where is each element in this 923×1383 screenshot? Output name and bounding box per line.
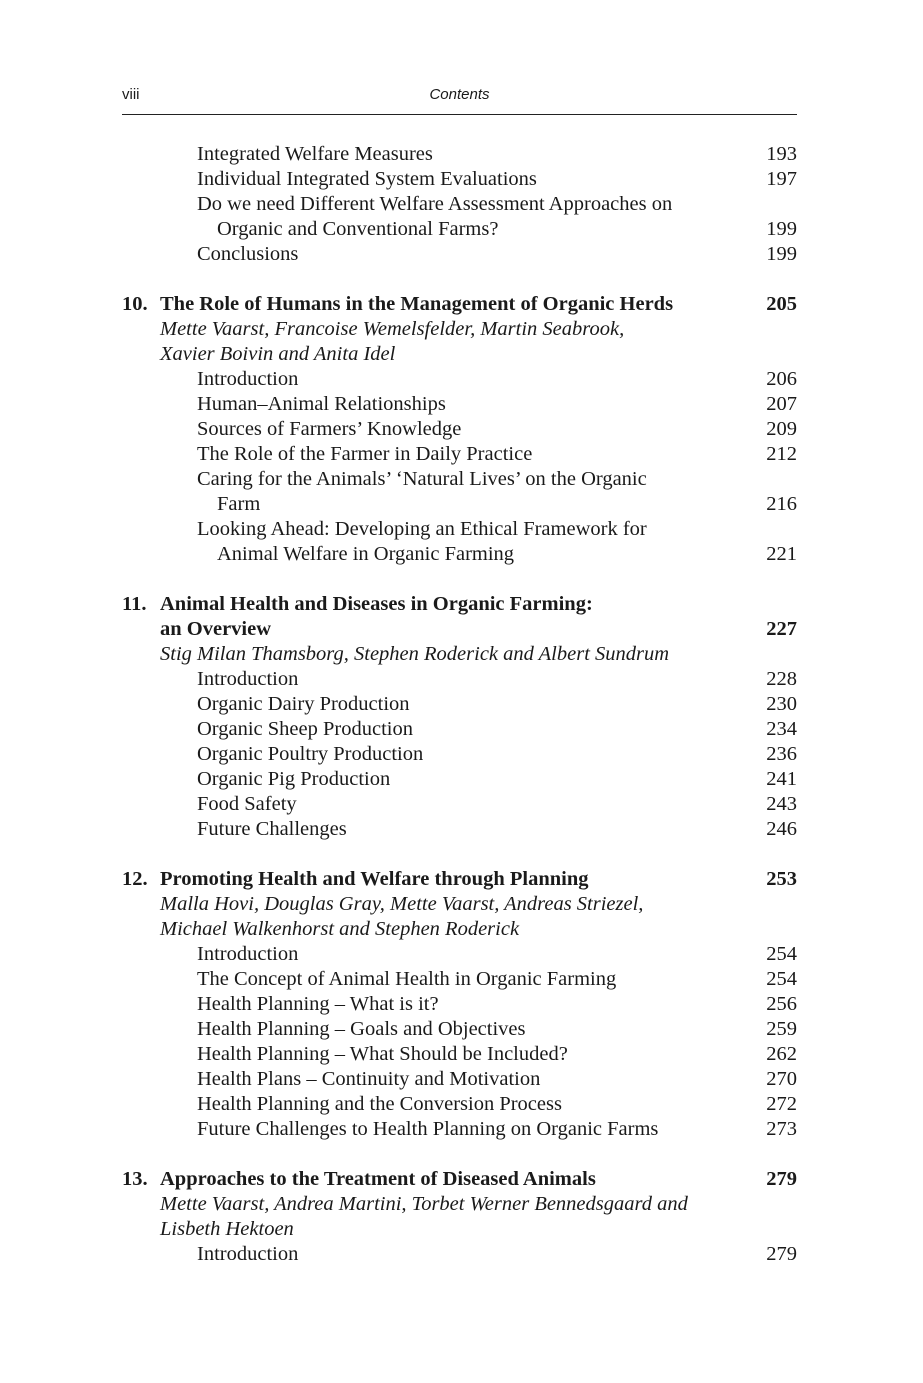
toc-section-entry[interactable] bbox=[122, 1092, 797, 1117]
section-page: 230 bbox=[766, 693, 797, 715]
section-title: Conclusions bbox=[197, 243, 299, 265]
section-page: 270 bbox=[766, 1068, 797, 1090]
section-title: The Concept of Animal Health in Organic Farming bbox=[197, 968, 617, 990]
toc-section-entry[interactable] bbox=[122, 1042, 797, 1067]
toc-section-entry[interactable] bbox=[122, 392, 797, 417]
section-page: 216 bbox=[766, 493, 797, 515]
author-line: Stig Milan Thamsborg, Stephen Roderick and Albert Sundrum bbox=[160, 643, 670, 665]
chapter-number: 10. bbox=[122, 293, 148, 315]
section-title: Organic Dairy Production bbox=[197, 693, 410, 715]
section-page: 272 bbox=[766, 1093, 797, 1115]
section-title: Health Planning – What Should be Included? bbox=[197, 1043, 568, 1065]
author-line: Xavier Boivin and Anita Idel bbox=[160, 343, 396, 365]
running-head: Contents bbox=[429, 86, 490, 103]
chapter-authors bbox=[122, 917, 797, 942]
section-page: 207 bbox=[766, 393, 797, 415]
toc-section-entry[interactable] bbox=[122, 367, 797, 392]
toc-section-entry[interactable] bbox=[122, 442, 797, 467]
toc-section-entry[interactable] bbox=[122, 717, 797, 742]
chapter-authors bbox=[122, 642, 797, 667]
chapter-number: 12. bbox=[122, 868, 148, 890]
section-page: 197 bbox=[766, 168, 797, 190]
section-page: 228 bbox=[766, 668, 797, 690]
section-page: 254 bbox=[766, 968, 797, 990]
chapter-number: 13. bbox=[122, 1168, 148, 1190]
section-page: 199 bbox=[766, 243, 797, 265]
section-page: 209 bbox=[766, 418, 797, 440]
section-title: Organic Sheep Production bbox=[197, 718, 413, 740]
chapter-title: Approaches to the Treatment of Diseased Animals bbox=[160, 1168, 596, 1190]
toc-section-entry[interactable] bbox=[122, 792, 797, 817]
section-title: Do we need Different Welfare Assessment Approaches on bbox=[197, 193, 673, 215]
section-title: Food Safety bbox=[197, 793, 297, 815]
toc-section-entry[interactable] bbox=[122, 417, 797, 442]
chapter-page: 279 bbox=[766, 1168, 797, 1190]
toc-section-entry-continued[interactable] bbox=[122, 217, 797, 242]
toc-section-entry-continued[interactable] bbox=[122, 492, 797, 517]
section-page: 199 bbox=[766, 218, 797, 240]
toc-section-entry[interactable] bbox=[122, 1017, 797, 1042]
section-page: 262 bbox=[766, 1043, 797, 1065]
section-title-continued: Farm bbox=[217, 493, 261, 515]
section-title: Individual Integrated System Evaluations bbox=[197, 168, 537, 190]
section-page: 234 bbox=[766, 718, 797, 740]
section-title: Introduction bbox=[197, 668, 299, 690]
section-title: Future Challenges to Health Planning on Organic Farms bbox=[197, 1118, 659, 1140]
section-title-continued: Animal Welfare in Organic Farming bbox=[217, 543, 515, 565]
section-title: Health Plans – Continuity and Motivation bbox=[197, 1068, 541, 1090]
toc-section-entry[interactable] bbox=[122, 942, 797, 967]
chapter-title-continued: an Overview bbox=[160, 618, 272, 640]
section-page: 221 bbox=[766, 543, 797, 565]
chapter-authors bbox=[122, 317, 797, 342]
chapter-page: 227 bbox=[766, 618, 797, 640]
author-line: Mette Vaarst, Francoise Wemelsfelder, Martin Seabrook, bbox=[160, 318, 625, 340]
section-title: Organic Pig Production bbox=[197, 768, 391, 790]
section-title: Looking Ahead: Developing an Ethical Framework for bbox=[197, 518, 647, 540]
toc-section-entry[interactable] bbox=[122, 1242, 797, 1267]
spacer bbox=[122, 1142, 797, 1167]
page-header bbox=[122, 84, 797, 115]
table-of-contents bbox=[122, 142, 797, 1267]
section-page: 259 bbox=[766, 1018, 797, 1040]
toc-chapter-entry[interactable] bbox=[122, 292, 797, 317]
chapter-number: 11. bbox=[122, 593, 147, 615]
toc-section-entry[interactable] bbox=[122, 1117, 797, 1142]
spacer bbox=[122, 842, 797, 867]
toc-section-entry[interactable] bbox=[122, 517, 797, 542]
author-line: Michael Walkenhorst and Stephen Roderick bbox=[160, 918, 520, 940]
section-title: The Role of the Farmer in Daily Practice bbox=[197, 443, 533, 465]
toc-chapter-entry[interactable] bbox=[122, 867, 797, 892]
section-page: 256 bbox=[766, 993, 797, 1015]
toc-section-entry[interactable] bbox=[122, 192, 797, 217]
section-title: Introduction bbox=[197, 943, 299, 965]
section-title: Health Planning – Goals and Objectives bbox=[197, 1018, 526, 1040]
section-title: Human–Animal Relationships bbox=[197, 393, 446, 415]
section-title: Organic Poultry Production bbox=[197, 743, 424, 765]
chapter-authors bbox=[122, 342, 797, 367]
toc-section-entry[interactable] bbox=[122, 142, 797, 167]
toc-chapter-entry[interactable] bbox=[122, 592, 797, 617]
section-page: 206 bbox=[766, 368, 797, 390]
section-title: Introduction bbox=[197, 368, 299, 390]
toc-section-entry[interactable] bbox=[122, 817, 797, 842]
section-title: Health Planning and the Conversion Process bbox=[197, 1093, 562, 1115]
chapter-title: Promoting Health and Welfare through Planning bbox=[160, 868, 589, 890]
chapter-authors bbox=[122, 892, 797, 917]
section-page: 243 bbox=[766, 793, 797, 815]
toc-section-entry[interactable] bbox=[122, 667, 797, 692]
section-page: 279 bbox=[766, 1243, 797, 1265]
toc-section-entry[interactable] bbox=[122, 242, 797, 267]
section-title: Health Planning – What is it? bbox=[197, 993, 439, 1015]
section-page: 241 bbox=[766, 768, 797, 790]
spacer bbox=[122, 567, 797, 592]
toc-section-entry-continued[interactable] bbox=[122, 542, 797, 567]
section-page: 254 bbox=[766, 943, 797, 965]
section-title: Integrated Welfare Measures bbox=[197, 143, 433, 165]
author-line: Malla Hovi, Douglas Gray, Mette Vaarst, Andreas Striezel, bbox=[160, 893, 644, 915]
toc-section-entry[interactable] bbox=[122, 967, 797, 992]
section-page: 236 bbox=[766, 743, 797, 765]
chapter-title: Animal Health and Diseases in Organic Farming: bbox=[160, 593, 593, 615]
toc-section-entry[interactable] bbox=[122, 692, 797, 717]
toc-section-entry[interactable] bbox=[122, 467, 797, 492]
section-page: 212 bbox=[766, 443, 797, 465]
toc-chapter-entry[interactable] bbox=[122, 1167, 797, 1192]
toc-section-entry[interactable] bbox=[122, 742, 797, 767]
section-page: 246 bbox=[766, 818, 797, 840]
chapter-page: 205 bbox=[766, 293, 797, 315]
author-line: Mette Vaarst, Andrea Martini, Torbet Werner Bennedsgaard and bbox=[160, 1193, 688, 1215]
section-page: 193 bbox=[766, 143, 797, 165]
section-title: Sources of Farmers’ Knowledge bbox=[197, 418, 462, 440]
toc-section-entry[interactable] bbox=[122, 167, 797, 192]
toc-section-entry[interactable] bbox=[122, 767, 797, 792]
section-title-continued: Organic and Conventional Farms? bbox=[217, 218, 499, 240]
chapter-authors bbox=[122, 1217, 797, 1242]
toc-chapter-entry-continued[interactable] bbox=[122, 617, 797, 642]
section-title: Caring for the Animals’ ‘Natural Lives’ on the Organic bbox=[197, 468, 647, 490]
section-page: 273 bbox=[766, 1118, 797, 1140]
page-number: viii bbox=[122, 86, 140, 103]
toc-section-entry[interactable] bbox=[122, 1067, 797, 1092]
section-title: Introduction bbox=[197, 1243, 299, 1265]
chapter-title: The Role of Humans in the Management of Organic Herds bbox=[160, 293, 674, 315]
section-title: Future Challenges bbox=[197, 818, 347, 840]
toc-section-entry[interactable] bbox=[122, 992, 797, 1017]
spacer bbox=[122, 267, 797, 292]
author-line: Lisbeth Hektoen bbox=[160, 1218, 294, 1240]
chapter-page: 253 bbox=[766, 868, 797, 890]
chapter-authors bbox=[122, 1192, 797, 1217]
